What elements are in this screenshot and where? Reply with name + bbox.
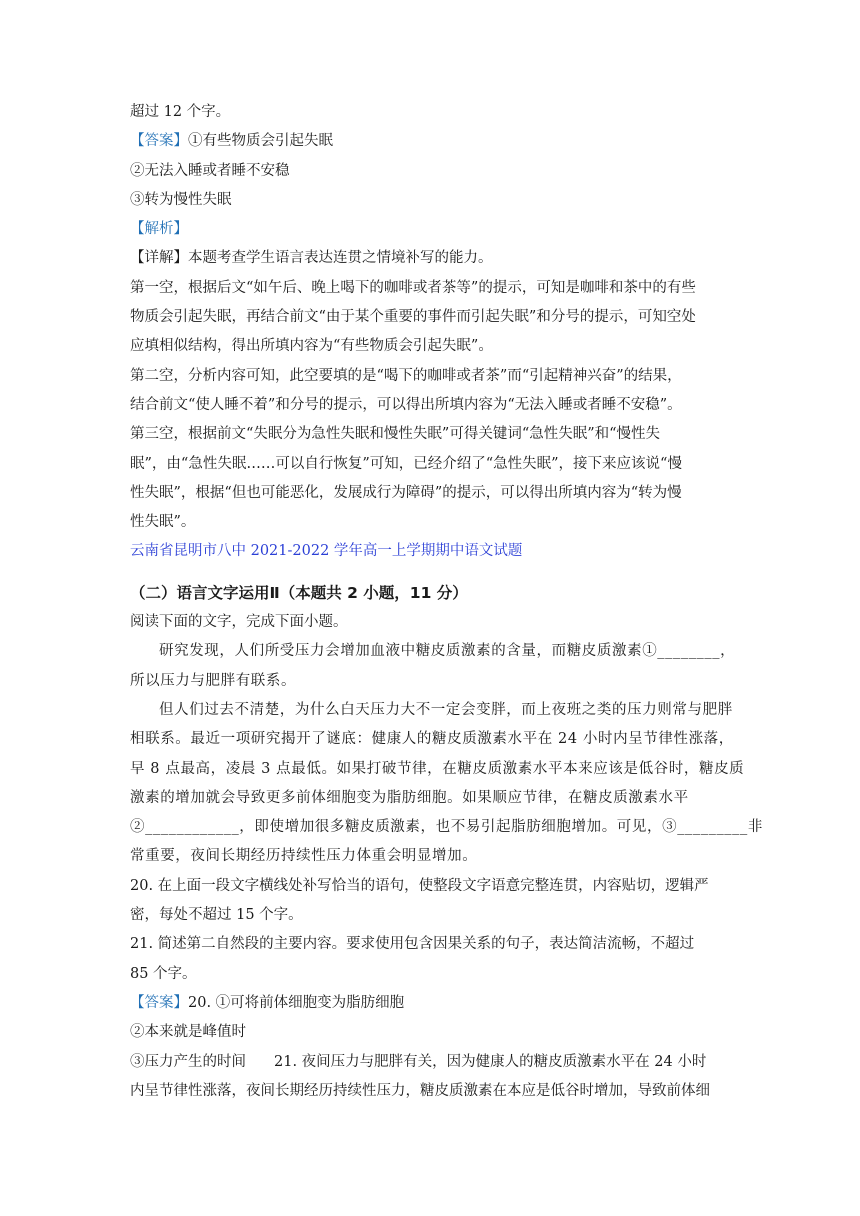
text-line: 眠”，由“急性失眠……可以自行恢复”可知，已经介绍了“急性失眠”，接下来应该说“慢 [130,455,682,472]
text-line: 性失眠”。 [130,514,196,531]
passage-line: 相联系。最近一项研究揭开了谜底：健康人的糖皮质激素水平在 24 小时内呈节律性涨落， [130,731,734,748]
passage-line: 常重要，夜间长期经历持续性压力体重会明显增加。 [130,848,478,865]
answer-text: ③压力产生的时间 [130,1053,246,1070]
document-page [130,98,763,1106]
passage-line: 研究发现，人们所受压力会增加血液中糖皮质激素的含量，而糖皮质激素①________， [159,643,736,660]
answer-line [130,1048,735,1077]
passage-line: ②____________，即使增加很多糖皮质激素，也不易引起脂肪细胞增加。可见，③_________非 [130,819,763,836]
source-link[interactable]: 云南省昆明市八中 2021-2022 学年高一上学期期中语文试题 [130,543,523,560]
text-line: 【详解】本题考查学生语言表达连贯之情境补写的能力。 [130,250,493,267]
text-line: 物质会引起失眠，再结合前文“由于某个重要的事件而引起失眠”和分号的提示，可知空处 [130,309,696,326]
analysis-tag: 【解析】 [130,221,188,238]
text-line: 应填相似结构，得出所填内容为“有些物质会引起失眠”。 [130,338,493,355]
section-heading: （二）语言文字运用Ⅱ（本题共 2 小题，11 分） [130,583,468,602]
text-line: ②无法入睡或者睡不安稳 [130,162,290,179]
answer-line: 内呈节律性涨落，夜间长期经历持续性压力，糖皮质激素在本应是低谷时增加，导致前体细 [130,1082,710,1099]
answer-line [130,127,735,156]
question-line: 85 个字。 [130,965,197,982]
answer-text: 20. ①可将前体细胞变为脂肪细胞 [188,994,405,1011]
answer-text: ①有些物质会引起失眠 [188,133,333,150]
passage-line: 激素的增加就会导致更多前体细胞变为脂肪细胞。如果顺应节律，在糖皮质激素水平 [130,789,689,806]
question-line: 21. 简述第二自然段的主要内容。要求使用包含因果关系的句子，表达简洁流畅，不超过 [130,936,695,953]
text-line: 超过 12 个字。 [130,104,231,120]
text-line: 第一空，根据后文“如午后、晚上喝下的咖啡或者茶等”的提示，可知是咖啡和茶中的有些 [130,279,696,296]
text-line: 结合前文“使人睡不着”和分号的提示，可以得出所填内容为“无法入睡或者睡不安稳”。 [130,396,682,413]
passage-line: 但人们过去不清楚，为什么白天压力大不一定会变胖，而上夜班之类的压力则常与肥胖 [159,701,733,718]
answer-tag: 【答案】 [130,994,188,1011]
question-line: 20. 在上面一段文字横线处补写恰当的语句，使整段文字语意完整连贯，内容贴切，逻辑严 [130,877,709,894]
question-line: 密，每处不超过 15 个字。 [130,907,303,924]
text-line: 第三空，根据前文“失眠分为急性失眠和慢性失眠”可得关键词“急性失眠”和“慢性失 [130,426,661,443]
answer-text: 21. 夜间压力与肥胖有关，因为健康人的糖皮质激素水平在 24 小时 [274,1053,707,1070]
answer-line: ②本来就是峰值时 [130,1024,246,1041]
answer-tag: 【答案】 [130,133,188,150]
instruction: 阅读下面的文字，完成下面小题。 [130,614,348,631]
passage-line: 所以压力与肥胖有联系。 [130,672,297,689]
text-line: 第二空，分析内容可知，此空要填的是“喝下的咖啡或者茶”而“引起精神兴奋”的结果， [130,367,682,384]
text-line: 性失眠”，根据“但也可能恶化，发展成行为障碍”的提示，可以得出所填内容为“转为慢 [130,484,682,501]
text-line: ③转为慢性失眠 [130,191,232,208]
analysis-line [130,215,735,244]
answer-line [130,989,735,1018]
passage-line: 早 8 点最高，凌晨 3 点最低。如果打破节律，在糖皮质激素水平本来应该是低谷时，糖皮质 [130,760,745,777]
